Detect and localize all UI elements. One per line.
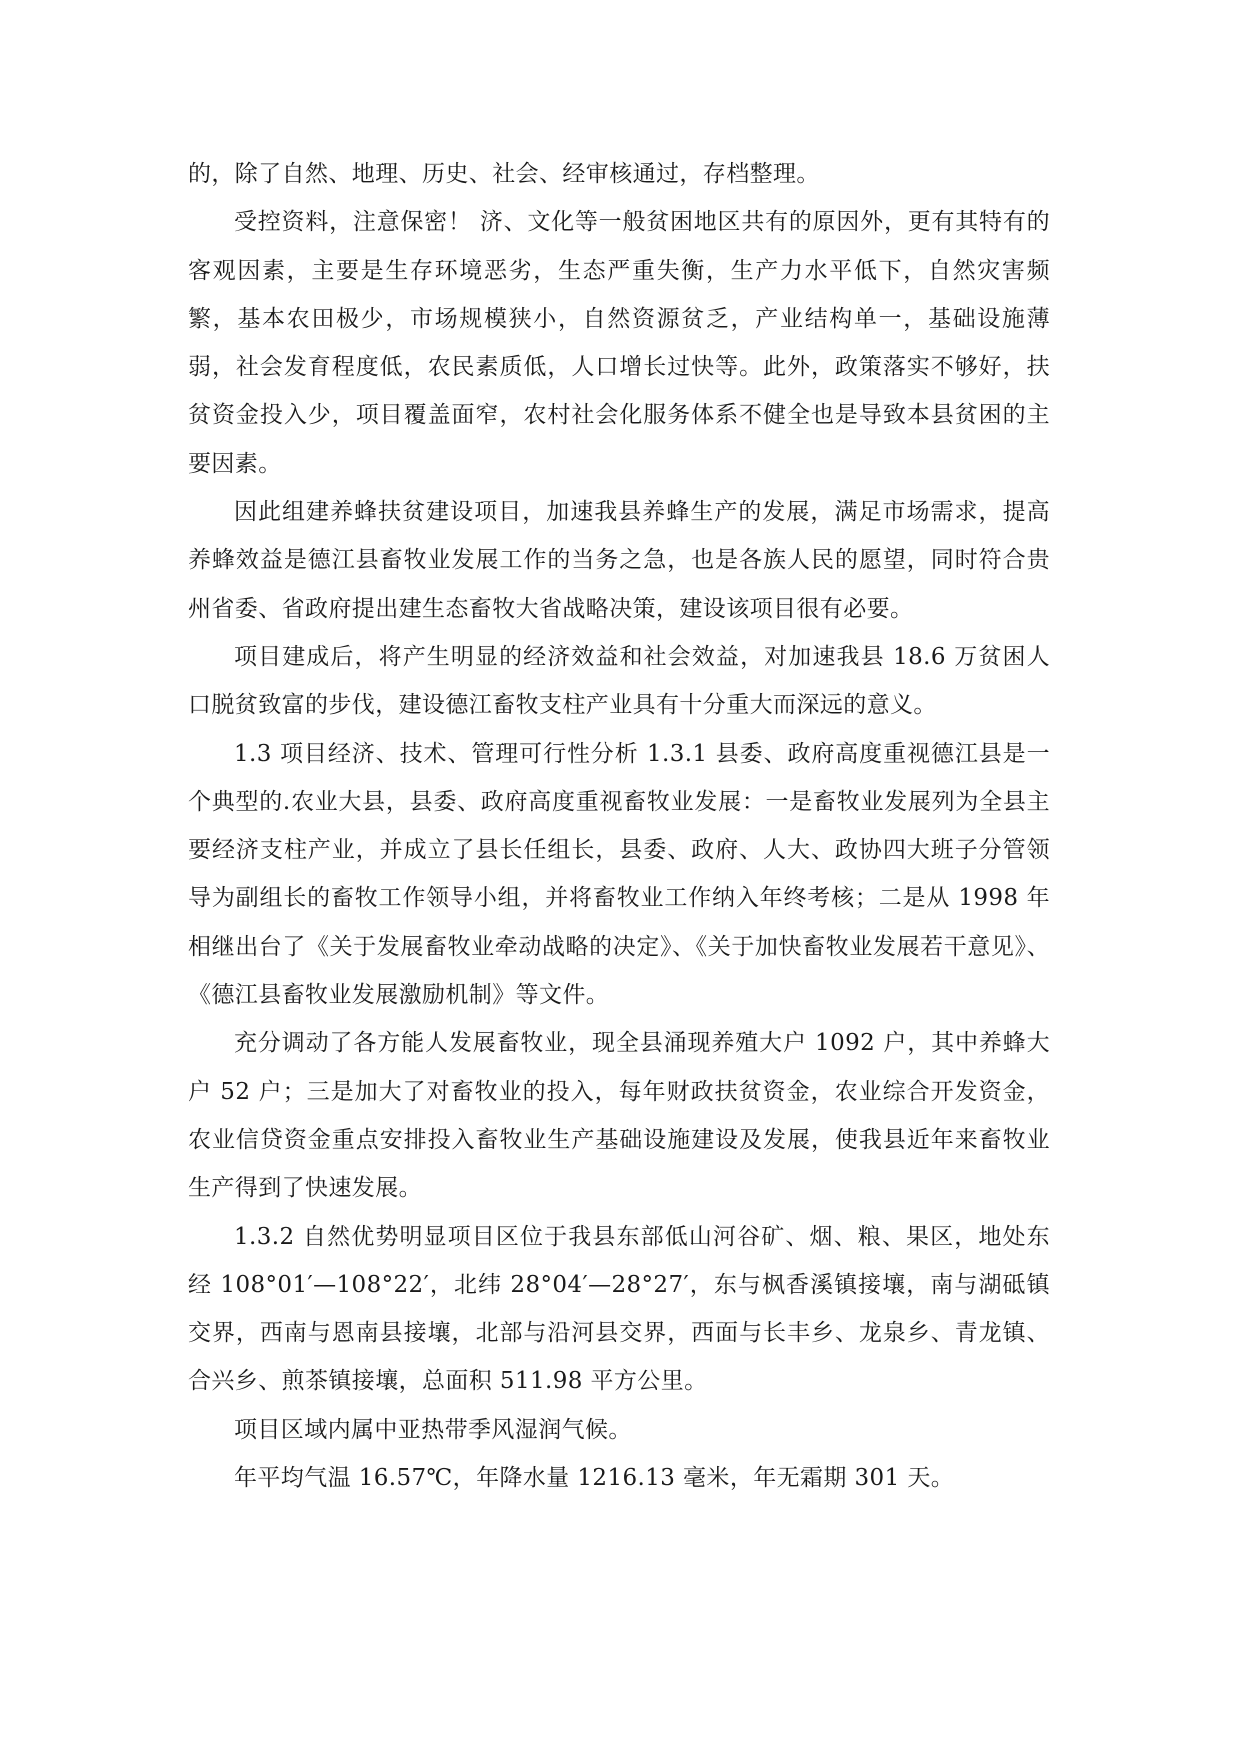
paragraph-natural-advantage: 1.3.2 自然优势明显项目区位于我县东部低山河谷矿、烟、粮、果区，地处东经 108°01′—108°22′，北纬 28°04′—28°27′，东与枫香溪镇接壤，南与湖砥镇交界，西南与恩南县接壤，北部与沿河县交界，西面与长丰乡、龙泉乡、青龙镇、合兴乡、煎茶镇接壤，总面积 511.98 平方公里。 bbox=[188, 1223, 1050, 1395]
paragraph-climate: 项目区域内属中亚热带季风湿润气候。 bbox=[234, 1416, 632, 1443]
paragraph-project-benefits: 项目建成后，将产生明显的经济效益和社会效益，对加速我县 18.6 万贫困人口脱贫致富的步伐，建设德江畜牧支柱产业具有十分重大而深远的意义。 bbox=[188, 643, 1050, 719]
paragraph-feasibility-analysis: 1.3 项目经济、技术、管理可行性分析 1.3.1 县委、政府高度重视德江县是一个典型的.农业大县，县委、政府高度重视畜牧业发展：一是畜牧业发展列为全县主要经济支柱产业，并成立了县长任组长，县委、政府、人大、政协四大班子分管领导为副组长的畜牧工作领导小组，并将畜牧业工作纳入年终考核；二是从 1998 年相继出台了《关于发展畜牧业牵动战略的决定》、《关于加快畜牧业发展若干意见》、《德江县畜牧业发展激励机制》等文件。 bbox=[188, 740, 1050, 1009]
paragraph-livestock-development: 充分调动了各方能人发展畜牧业，现全县涌现养殖大户 1092 户，其中养蜂大户 52 户；三是加大了对畜牧业的投入，每年财政扶贫资金，农业综合开发资金，农业信贷资金重点安排投入畜牧业生产基础设施建设及发展，使我县近年来畜牧业生产得到了快速发展。 bbox=[188, 1030, 1050, 1202]
paragraph-poverty-causes: 受控资料，注意保密！ 济、文化等一般贫困地区共有的原因外，更有其特有的客观因素，主要是生存环境恶劣，生态严重失衡，生产力水平低下，自然灾害频繁，基本农田极少，市场规模狭小，自然资源贫乏，产业结构单一，基础设施薄弱，社会发育程度低，农民素质低，人口增长过快等。此外，政策落实不够好，扶贫资金投入少，项目覆盖面窄，农村社会化服务体系不健全也是导致本县贫困的主要因素。 bbox=[188, 209, 1050, 477]
paragraph-project-necessity: 因此组建养蜂扶贫建设项目，加速我县养蜂生产的发展，满足市场需求，提高养蜂效益是德江县畜牧业发展工作的当务之急，也是各族人民的愿望，同时符合贵州省委、省政府提出建生态畜牧大省战略决策，建设该项目很有必要。 bbox=[188, 499, 1050, 622]
paragraph-climate-stats: 年平均气温 16.57℃，年降水量 1216.13 毫米，年无霜期 301 天。 bbox=[234, 1465, 955, 1492]
paragraph-continuation: 的，除了自然、地理、历史、社会、经审核通过，存档整理。 bbox=[188, 161, 820, 187]
document-body bbox=[188, 150, 1050, 1502]
